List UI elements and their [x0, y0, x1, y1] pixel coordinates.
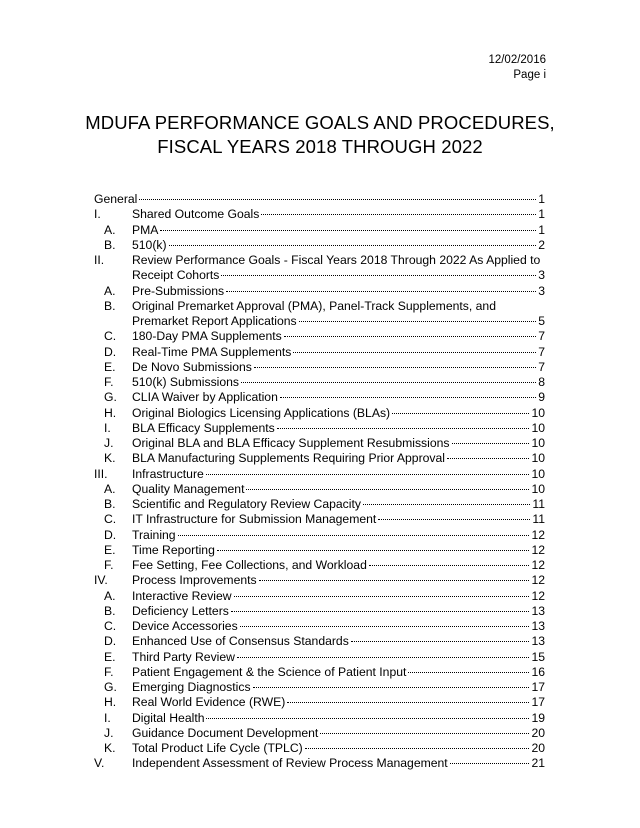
toc-entry-subsection[interactable] [94, 604, 545, 619]
toc-entry-number: E. [104, 359, 116, 374]
toc-entry-page: 12 [531, 573, 545, 588]
toc-entry-title: Original Premarket Approval (PMA), Panel-Track Supplements, and [132, 298, 496, 313]
toc-entry-number: C. [104, 619, 117, 633]
toc-entry-section-1[interactable] [94, 207, 545, 222]
toc-entry-title: BLA Efficacy Supplements [132, 420, 275, 435]
toc-entry-subsection[interactable] [94, 619, 545, 634]
toc-leader-dots [299, 321, 537, 322]
toc-entry-section-4[interactable] [94, 573, 545, 588]
toc-entry-title: Time Reporting [132, 542, 215, 557]
toc-leader-dots [217, 550, 530, 551]
toc-entry-page: 19 [531, 710, 545, 725]
toc-entry-subsection[interactable] [94, 345, 545, 360]
toc-entry-subsection[interactable] [94, 329, 545, 344]
toc-entry-subsection[interactable] [94, 650, 545, 665]
toc-entry-page: 10 [531, 420, 545, 435]
toc-entry-subsection[interactable] [94, 238, 545, 253]
toc-entry-page: 20 [531, 741, 545, 755]
toc-entry-page: 8 [538, 375, 545, 389]
toc-entry-title: Original Biologics Licensing Applications (BLAs) [132, 405, 391, 420]
toc-entry-title: Independent Assessment of Review Process Management [132, 756, 448, 771]
toc-entry-page: 12 [531, 542, 545, 557]
toc-entry-subsection[interactable] [94, 497, 545, 512]
toc-entry-page: 13 [531, 634, 545, 649]
toc-entry-page: 3 [538, 283, 545, 298]
toc-entry-page: 7 [538, 344, 545, 359]
toc-entry-number: A. [104, 481, 116, 496]
toc-entry-subsection[interactable] [94, 436, 545, 451]
toc-entry-general[interactable] [94, 192, 545, 207]
toc-entry-page: 21 [531, 756, 545, 771]
toc-entry-number: E. [104, 649, 116, 664]
toc-entry-section-5[interactable] [94, 756, 545, 771]
toc-entry-title: Emerging Diagnostics [132, 680, 251, 694]
toc-leader-dots [320, 733, 529, 734]
toc-entry-title: Interactive Review [132, 588, 232, 603]
toc-leader-dots [221, 275, 536, 276]
toc-entry-page: 12 [531, 588, 545, 603]
toc-entry-title: Training [132, 527, 176, 542]
toc-entry-page: 10 [531, 436, 545, 450]
toc-leader-dots [447, 458, 529, 459]
toc-entry-title-continued: Receipt Cohorts [132, 268, 220, 283]
toc-entry-page: 11 [532, 497, 545, 511]
toc-entry-title: Fee Setting, Fee Collections, and Workload [132, 558, 367, 572]
toc-leader-dots [240, 626, 530, 627]
toc-entry-subsection[interactable] [94, 528, 545, 543]
toc-entry-title-continued: Premarket Report Applications [132, 314, 297, 328]
toc-entry-subsection[interactable] [94, 451, 545, 466]
toc-leader-dots [253, 687, 530, 688]
toc-entry-number: D. [104, 634, 117, 649]
toc-entry-number: H. [104, 695, 117, 710]
toc-entry-number: K. [104, 741, 116, 755]
toc-entry-page: 1 [538, 207, 545, 222]
toc-entry-title: 510(k) [132, 237, 167, 252]
toc-leader-dots [392, 413, 529, 414]
toc-entry-subsection[interactable] [94, 543, 545, 558]
toc-leader-dots [169, 245, 537, 246]
toc-leader-dots [305, 748, 530, 749]
toc-entry-number: K. [104, 451, 116, 466]
toc-leader-dots [237, 657, 529, 658]
toc-entry-title: Third Party Review [132, 649, 235, 664]
toc-entry-subsection[interactable] [94, 741, 545, 756]
toc-entry-number: C. [104, 512, 117, 527]
toc-entry-subsection[interactable] [94, 299, 545, 330]
toc-entry-page: 16 [531, 664, 545, 679]
toc-entry-title: BLA Manufacturing Supplements Requiring Prior Approval [132, 451, 445, 466]
toc-entry-number: V. [94, 756, 105, 771]
toc-entry-page: 17 [531, 695, 545, 710]
toc-entry-page: 13 [531, 603, 545, 618]
toc-entry-title: De Novo Submissions [132, 359, 252, 374]
toc-entry-number: B. [104, 237, 116, 252]
toc-entry-page: 20 [531, 725, 545, 740]
toc-leader-dots [378, 519, 530, 520]
toc-entry-number: J. [104, 725, 114, 740]
toc-entry-page: 13 [531, 619, 545, 633]
toc-entry-page: 3 [538, 268, 545, 283]
toc-entry-subsection[interactable] [94, 284, 545, 299]
toc-entry-title: Process Improvements [132, 573, 257, 588]
toc-entry-number: E. [104, 542, 116, 557]
toc-entry-title: 510(k) Submissions [132, 375, 240, 389]
toc-entry-subsection[interactable] [94, 711, 545, 726]
toc-entry-subsection[interactable] [94, 665, 545, 680]
toc-entry-page: 10 [531, 466, 545, 481]
toc-entry-number: G. [104, 390, 117, 405]
toc-entry-page: 10 [531, 405, 545, 420]
toc-entry-page: 10 [531, 481, 545, 496]
toc-entry-number: I. [94, 207, 101, 222]
toc-entry-subsection[interactable] [94, 482, 545, 497]
toc-leader-dots [287, 702, 529, 703]
toc-leader-dots [246, 489, 529, 490]
toc-leader-dots [280, 397, 536, 398]
toc-leader-dots [178, 535, 530, 536]
document-title-line-1: MDUFA PERFORMANCE GOALS AND PROCEDURES, [85, 112, 555, 133]
toc-entry-page: 12 [531, 558, 545, 572]
toc-entry-title: Real World Evidence (RWE) [132, 695, 286, 710]
toc-entry-subsection[interactable] [94, 406, 545, 421]
toc-leader-dots [277, 428, 530, 429]
toc-entry-number: A. [104, 283, 116, 298]
toc-entry-number: C. [104, 329, 117, 344]
header-date: 12/02/2016 [488, 54, 546, 66]
toc-entry-title: Scientific and Regulatory Review Capacity [132, 497, 361, 511]
toc-entry-title: Quality Management [132, 481, 245, 496]
toc-leader-dots [284, 336, 537, 337]
toc-entry-number: J. [104, 436, 114, 450]
toc-entry-number: I. [104, 420, 111, 435]
toc-leader-dots [206, 474, 530, 475]
toc-entry-subsection[interactable] [94, 680, 545, 695]
toc-entry-page: 7 [538, 329, 545, 344]
toc-leader-dots [241, 382, 536, 383]
toc-entry-title: Infrastructure [132, 466, 204, 481]
toc-entry-title: Guidance Document Development [132, 725, 319, 740]
toc-entry-page: 1 [538, 222, 545, 237]
toc-entry-page: 17 [531, 680, 545, 694]
toc-entry-title: Enhanced Use of Consensus Standards [132, 634, 349, 649]
toc-entry-title: IT Infrastructure for Submission Management [132, 512, 377, 527]
toc-entry-page: 2 [538, 237, 545, 252]
toc-leader-dots [139, 199, 536, 200]
toc-entry-title: PMA [132, 222, 159, 237]
document-title [60, 111, 580, 159]
toc-entry-title: 180-Day PMA Supplements [132, 329, 282, 344]
toc-entry-page: 11 [532, 512, 545, 527]
toc-leader-dots [452, 443, 530, 444]
toc-entry-subsection[interactable] [94, 375, 545, 390]
toc-entry-title: Patient Engagement & the Science of Patient Input [132, 664, 407, 679]
toc-entry-subsection[interactable] [94, 360, 545, 375]
toc-entry-number: F. [104, 664, 114, 679]
toc-entry-title: Device Accessories [132, 619, 238, 633]
toc-leader-dots [363, 504, 530, 505]
toc-leader-dots [234, 596, 530, 597]
toc-entry-number: B. [104, 497, 116, 511]
toc-entry-title: Shared Outcome Goals [132, 207, 260, 222]
toc-entry-subsection[interactable] [94, 223, 545, 238]
toc-entry-section-3[interactable] [94, 467, 545, 482]
toc-entry-number: IV. [94, 573, 108, 588]
toc-entry-number: D. [104, 344, 117, 359]
toc-entry-title: Original BLA and BLA Efficacy Supplement Resubmissions [132, 436, 450, 450]
toc-entry-page: 10 [531, 451, 545, 466]
toc-entry-number: II. [94, 253, 105, 267]
toc-entry-number: B. [104, 603, 116, 618]
toc-entry-title: CLIA Waiver by Application [132, 390, 278, 405]
toc-leader-dots [259, 580, 530, 581]
toc-entry-subsection[interactable] [94, 589, 545, 604]
toc-entry-title: Total Product Life Cycle (TPLC) [132, 741, 303, 755]
toc-leader-dots [226, 291, 536, 292]
toc-entry-title: Pre-Submissions [132, 283, 225, 298]
toc-entry-page: 5 [538, 314, 545, 328]
toc-entry-number: A. [104, 222, 116, 237]
table-of-contents [94, 192, 545, 772]
toc-entry-title: Digital Health [132, 710, 205, 725]
toc-entry-subsection[interactable] [94, 695, 545, 710]
toc-entry-page: 9 [538, 390, 545, 405]
toc-entry-subsection[interactable] [94, 421, 545, 436]
toc-leader-dots [206, 718, 529, 719]
toc-entry-title: Deficiency Letters [132, 603, 229, 618]
document-title-line-2: FISCAL YEARS 2018 THROUGH 2022 [157, 136, 483, 157]
toc-entry-number: B. [104, 298, 116, 313]
toc-entry-page: 12 [531, 527, 545, 542]
toc-entry-number: G. [104, 680, 117, 694]
toc-entry-subsection[interactable] [94, 512, 545, 527]
toc-entry-title: Real-Time PMA Supplements [132, 344, 292, 359]
toc-entry-title: Review Performance Goals - Fiscal Years 2018 Through 2022 As Applied to [132, 253, 541, 267]
toc-leader-dots [261, 214, 536, 215]
toc-entry-number: III. [94, 466, 108, 481]
toc-entry-section-2[interactable] [94, 253, 545, 284]
toc-entry-subsection[interactable] [94, 634, 545, 649]
toc-entry-number: F. [104, 558, 114, 572]
toc-entry-page: 1 [538, 192, 545, 206]
toc-leader-dots [231, 611, 530, 612]
header-page-number: Page i [513, 69, 546, 81]
toc-leader-dots [293, 352, 536, 353]
toc-leader-dots [450, 763, 530, 764]
toc-leader-dots [351, 641, 530, 642]
toc-leader-dots [369, 565, 530, 566]
toc-entry-page: 7 [538, 359, 545, 374]
toc-entry-number: A. [104, 588, 116, 603]
toc-entry-subsection[interactable] [94, 390, 545, 405]
toc-entry-number: D. [104, 527, 117, 542]
toc-entry-subsection[interactable] [94, 726, 545, 741]
toc-leader-dots [408, 672, 529, 673]
toc-leader-dots [254, 367, 536, 368]
toc-entry-number: F. [104, 375, 114, 389]
toc-entry-number: H. [104, 405, 117, 420]
toc-entry-subsection[interactable] [94, 558, 545, 573]
toc-entry-title: General [94, 192, 138, 206]
toc-entry-page: 15 [531, 649, 545, 664]
toc-leader-dots [160, 230, 536, 231]
toc-entry-number: I. [104, 710, 111, 725]
